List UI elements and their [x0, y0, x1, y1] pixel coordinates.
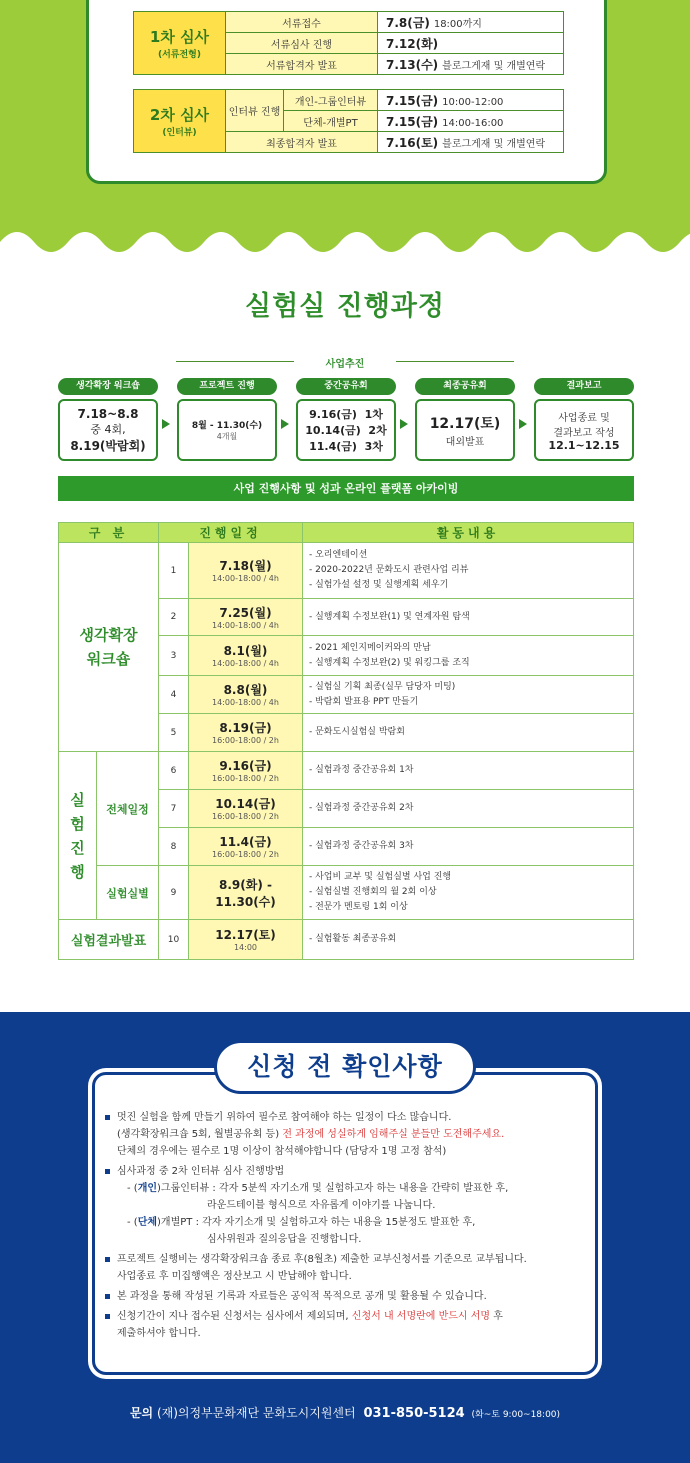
table-row: [59, 920, 634, 960]
step-workshop: [58, 378, 158, 461]
row-date: 8.1(월) 14:00-18:00 / 4h: [189, 636, 303, 676]
table-row: [59, 752, 634, 790]
step-line: 7.18~8.8: [77, 406, 139, 421]
group-workshop: 생각확장 워크숍: [59, 543, 159, 752]
row-num: 5: [159, 714, 189, 752]
notice-card: [92, 1072, 598, 1375]
stage1-label: 서류심사 진행: [226, 33, 378, 54]
stage1-value: 7.13(수) 블로그게재 및 개별연락: [378, 54, 564, 75]
step-head: 중간공유회: [296, 378, 396, 395]
stage2-value: 7.15(금) 10:00-12:00: [378, 90, 564, 111]
step-line: 대외발표: [445, 436, 485, 448]
step-line: 결과보고 작성: [553, 427, 615, 439]
notice-item: 심사과정 중 2차 인터뷰 심사 진행방법 - (개인)그룹인터뷰 : 각자 5분씩 자기소개 및 실험하고자 하는 내용을 간략히 발표한 후, 라운드테이블 형식으로 자유롭게 이야기를 나눕니다. - (단체)개별PT : 각자 자기소개 및 실험하고자 하는 내용을 15분정도 발표한 후, 심사위원과 질의응답을 진행합니다.: [103, 1163, 587, 1248]
step-line: 12.17(토): [429, 415, 501, 432]
row-date: 11.4(금) 16:00-18:00 / 2h: [189, 828, 303, 866]
row-acts: - 오리엔테이션 - 2020-2022년 문화도시 관련사업 리뷰 - 실험가설 설정 및 실행계획 세우기: [303, 543, 634, 599]
row-date: 7.25(월) 14:00-18:00 / 4h: [189, 599, 303, 636]
step-head: 결과보고: [534, 378, 634, 395]
archive-banner: 사업 진행사항 및 성과 온라인 플랫폼 아카이빙: [58, 476, 634, 501]
stage2-value: 7.15(금) 14:00-16:00: [378, 111, 564, 132]
row-acts: - 실험실 기획 최종(실무 담당자 미팅) - 박람회 발표용 PPT 만들기: [303, 676, 634, 714]
row-date: 8.19(금) 16:00-18:00 / 2h: [189, 714, 303, 752]
table-header-row: [59, 523, 634, 543]
biz-label: 사업추진: [325, 359, 365, 370]
table-row: [59, 866, 634, 920]
group-all-schedule: 전체일정: [97, 752, 159, 866]
process-table: [58, 522, 634, 960]
row-acts: - 실험과정 중간공유회 1차: [303, 752, 634, 790]
row-date: 8.8(월) 14:00-18:00 / 4h: [189, 676, 303, 714]
process-steps: [58, 378, 634, 464]
notice-item: 신청기간이 지나 접수된 신청서는 심사에서 제외되며, 신청서 내 서명란에 반드시 서명 후 제출하셔야 합니다.: [103, 1308, 587, 1342]
step-line: 12.1~12.15: [548, 438, 620, 452]
row-num: 3: [159, 636, 189, 676]
notice-item: 멋진 실험을 함께 만들기 위하여 필수로 참여해야 하는 일정이 다소 많습니다. (생각확장워크숍 5회, 월별공유회 등) 전 과정에 성실하게 임해주실 분들만 도전해주세요. 단체의 경우에는 필수로 1명 이상이 참석해야합니다 (담당자 1명 고정 참석): [103, 1109, 587, 1160]
scallop-edge: [0, 222, 690, 260]
row-acts: - 실험과정 중간공유회 2차: [303, 790, 634, 828]
notice-item: 프로젝트 실행비는 생각확장워크숍 종료 후(8월초) 제출한 교부신청서를 기준으로 교부됩니다. 사업종료 후 미집행액은 정산보고 시 반납해야 합니다.: [103, 1251, 587, 1285]
contact-line: [0, 1404, 690, 1421]
row-num: 4: [159, 676, 189, 714]
notice-section: [0, 1012, 690, 1463]
table-row: [59, 543, 634, 599]
row-acts: - 2021 체인지메이커와의 만남 - 실행계획 수정보완(2) 및 워킹그룹 조직: [303, 636, 634, 676]
step-line: 8.19(박람회): [70, 438, 146, 453]
row-acts: - 사업비 교부 및 실험실별 사업 진행 - 실험실별 진행회의 월 2회 이상 - 전문가 멘토링 1회 이상: [303, 866, 634, 920]
contact-org: (재)의정부문화재단 문화도시지원센터: [156, 1406, 356, 1420]
table-header: 활동내용: [303, 523, 634, 543]
stage1-title: 1차 심사: [149, 28, 210, 46]
row-date: 10.14(금) 16:00-18:00 / 2h: [189, 790, 303, 828]
stage1-table: [133, 11, 564, 75]
notice-body: [103, 1109, 587, 1345]
stage2-label: 단체-개별PT: [284, 111, 378, 132]
row-num: 6: [159, 752, 189, 790]
stage1-cell: [134, 12, 226, 75]
arrow-icon: [162, 419, 170, 429]
schedule-section: [0, 0, 690, 260]
step-box: [58, 399, 158, 461]
stage2-title: 2차 심사: [149, 106, 210, 124]
contact-hours: (화~토 9:00~18:00): [471, 1410, 561, 1420]
stage2-cell: [134, 90, 226, 153]
row-date: 9.16(금) 16:00-18:00 / 2h: [189, 752, 303, 790]
row-num: 10: [159, 920, 189, 960]
notice-title: 신청 전 확인사항: [214, 1040, 476, 1094]
contact-label: 문의: [129, 1406, 154, 1420]
stage1-value: 7.12(화): [378, 33, 564, 54]
stage2-group-label: 인터뷰 진행: [226, 90, 284, 132]
step-report: [534, 378, 634, 461]
row-num: 7: [159, 790, 189, 828]
step-line: 사업종료 및: [558, 412, 610, 424]
schedule-card: [86, 0, 607, 184]
stage2-label: 최종합격자 발표: [226, 132, 378, 153]
step-final: [415, 378, 515, 461]
stage2-value: 7.16(토) 블로그게재 및 개별연락: [378, 132, 564, 153]
stage1-sub: (서류전형): [157, 50, 201, 60]
step-project: [177, 378, 277, 461]
step-head: 생각확장 워크숍: [58, 378, 158, 395]
step-midshare: [296, 378, 396, 461]
row-acts: - 실험과정 중간공유회 3차: [303, 828, 634, 866]
step-box: [415, 399, 515, 461]
group-experiment: 실험진행: [59, 752, 97, 920]
table-header: 진행일정: [159, 523, 303, 543]
stage1-label: 서류접수: [226, 12, 378, 33]
row-date: 7.18(월) 14:00-18:00 / 4h: [189, 543, 303, 599]
row-date: 12.17(토) 14:00: [189, 920, 303, 960]
group-per-lab: 실험실별: [97, 866, 159, 920]
stage2-sub: (인터뷰): [162, 128, 197, 138]
step-line: 9.16(금) 1차: [309, 408, 383, 421]
arrow-icon: [400, 419, 408, 429]
row-acts: - 실험활동 최종공유회: [303, 920, 634, 960]
stage1-value: 7.8(금) 18:00까지: [378, 12, 564, 33]
step-line: 중 4회,: [90, 422, 126, 436]
step-line: 11.4(금) 3차: [309, 440, 383, 453]
step-line: 8월 - 11.30(수): [191, 421, 263, 431]
row-acts: - 실행계획 수정보완(1) 및 연계자원 탐색: [303, 599, 634, 636]
step-line: 10.14(금) 2차: [305, 424, 387, 437]
arrow-icon: [281, 419, 289, 429]
step-box: [177, 399, 277, 461]
row-acts: - 문화도시실험실 박람회: [303, 714, 634, 752]
process-title: 실험실 진행과정: [235, 284, 455, 323]
step-box: [296, 399, 396, 461]
row-date: 8.9(화) - 11.30(수): [189, 866, 303, 920]
step-head: 프로젝트 진행: [177, 378, 277, 395]
step-box: [534, 399, 634, 461]
row-num: 8: [159, 828, 189, 866]
row-num: 1: [159, 543, 189, 599]
contact-tel[interactable]: 031-850-5124: [363, 1406, 465, 1421]
step-line: 4개월: [216, 432, 238, 441]
notice-item: 본 과정을 통해 작성된 기록과 자료들은 공익적 목적으로 공개 및 활용될 수 있습니다.: [103, 1288, 587, 1305]
row-num: 9: [159, 866, 189, 920]
table-header: 구 분: [59, 523, 159, 543]
process-title-wrap: [0, 284, 690, 323]
arrow-icon: [519, 419, 527, 429]
stage2-label: 개인-그룹인터뷰: [284, 90, 378, 111]
step-head: 최종공유회: [415, 378, 515, 395]
stage2-table: [133, 89, 564, 153]
group-result: 실험결과발표: [59, 920, 159, 960]
row-num: 2: [159, 599, 189, 636]
stage1-label: 서류합격자 발표: [226, 54, 378, 75]
